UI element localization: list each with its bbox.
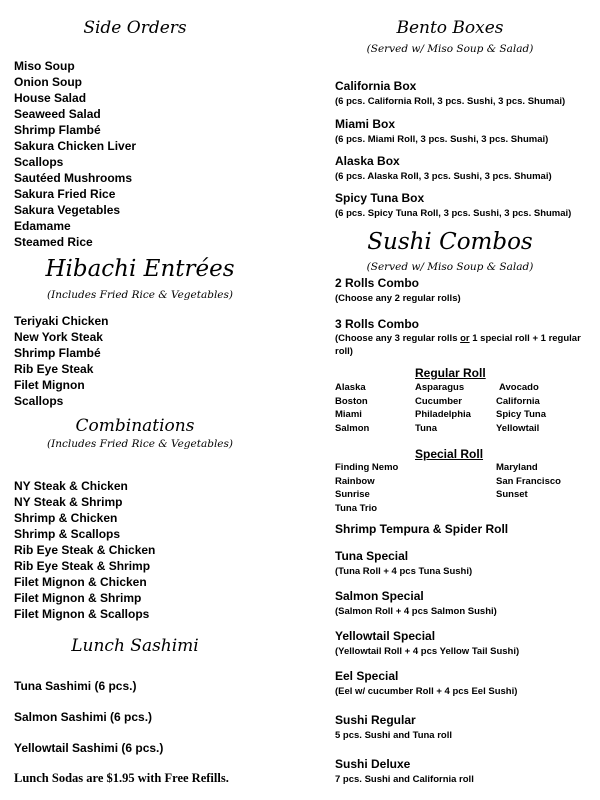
roll-name: Maryland <box>496 462 538 473</box>
menu-item: Scallops <box>14 394 64 408</box>
bento-item-name: Miami Box <box>335 117 396 131</box>
roll-name: Boston <box>335 395 368 407</box>
menu-item: Tuna Sashimi (6 pcs.) <box>14 679 137 693</box>
combo-desc: 5 pcs. Sushi and Tuna roll <box>335 730 453 741</box>
hibachi-subtitle: (Includes Fried Rice & Vegetables) <box>46 289 233 301</box>
combo-name: Shrimp Tempura & Spider Roll <box>335 522 509 536</box>
menu-item: Scallops <box>14 155 64 169</box>
bento-item-desc: (6 pcs. Alaska Roll, 3 pcs. Sushi, 3 pcs. Shumai) <box>335 171 552 182</box>
menu-item: Teriyaki Chicken <box>14 314 109 328</box>
bento-item-desc: (6 pcs. California Roll, 3 pcs. Sushi, 3 pcs. Shumai) <box>335 96 566 107</box>
roll-name: Avocado <box>499 382 539 393</box>
roll-name: Cucumber <box>415 395 462 407</box>
menu-item: Shrimp Flambé <box>14 123 101 137</box>
side-orders-heading: Side Orders <box>83 18 187 38</box>
special-roll-col-2 <box>496 461 561 502</box>
roll-name: Salmon <box>335 422 370 434</box>
menu-item: Filet Mignon & Chicken <box>14 575 147 589</box>
sushi-combos-subtitle: (Served w/ Miso Soup & Salad) <box>366 261 534 273</box>
menu-item: NY Steak & Chicken <box>14 479 128 493</box>
regular-roll-heading: Regular Roll <box>415 366 486 380</box>
menu-item: Edamame <box>14 219 71 233</box>
bento-item-desc: (6 pcs. Spicy Tuna Roll, 3 pcs. Sushi, 3 pcs. Shumai) <box>335 208 572 219</box>
roll-name: Tuna Trio <box>335 502 378 514</box>
menu-item: Steamed Rice <box>14 235 93 249</box>
combinations-heading: Combinations <box>75 416 195 436</box>
bento-heading: Bento Boxes <box>396 18 504 38</box>
hibachi-list <box>14 313 109 409</box>
roll-name: Spicy Tuna <box>496 409 546 420</box>
regular-roll-col-2 <box>415 381 471 435</box>
menu-item: Yellowtail Sashimi (6 pcs.) <box>14 741 164 755</box>
menu-item: Sakura Fried Rice <box>14 187 116 201</box>
combo-desc: (Tuna Roll + 4 pcs Tuna Sushi) <box>335 566 473 577</box>
combo-desc-part: 1 special roll + 1 regular <box>469 333 581 344</box>
special-roll-col-1 <box>335 461 398 515</box>
menu-item: Filet Mignon <box>14 378 85 392</box>
menu-item: Rib Eye Steak & Shrimp <box>14 559 151 573</box>
sushi-combos-heading: Sushi Combos <box>367 229 533 255</box>
menu-item: Rib Eye Steak <box>14 362 94 376</box>
combo-name: Sushi Deluxe <box>335 757 411 771</box>
roll-name: Tuna <box>415 422 437 434</box>
menu-item: Miso Soup <box>14 59 75 73</box>
side-orders-list <box>14 58 136 250</box>
menu-item: Shrimp & Scallops <box>14 527 121 541</box>
bento-subtitle: (Served w/ Miso Soup & Salad) <box>366 43 534 55</box>
roll-name: Alaska <box>335 382 366 393</box>
roll-name: Yellowtail <box>496 422 540 434</box>
combo-desc-line2: roll) <box>335 346 353 357</box>
menu-item: Onion Soup <box>14 75 82 89</box>
bento-item-name: California Box <box>335 79 417 93</box>
hibachi-heading: Hibachi Entrées <box>45 256 235 282</box>
roll-name: Philadelphia <box>415 409 471 420</box>
menu-item: Rib Eye Steak & Chicken <box>14 543 156 557</box>
combinations-list <box>14 478 155 622</box>
combo-desc <box>335 333 581 344</box>
combo-name: 3 Rolls Combo <box>335 317 420 331</box>
bento-item-name: Alaska Box <box>335 154 400 168</box>
combo-name: Sushi Regular <box>335 713 416 727</box>
menu-item: Sakura Chicken Liver <box>14 139 137 153</box>
roll-name: California <box>496 395 540 407</box>
combo-desc: (Eel w/ cucumber Roll + 4 pcs Eel Sushi) <box>335 686 518 697</box>
regular-roll-col-3 <box>496 381 546 435</box>
combo-desc: (Choose any 2 regular rolls) <box>335 293 461 304</box>
menu-item: NY Steak & Shrimp <box>14 495 123 509</box>
roll-name: Miami <box>335 409 362 420</box>
lunch-sashimi-heading: Lunch Sashimi <box>71 636 199 656</box>
combo-name: 2 Rolls Combo <box>335 276 420 290</box>
special-roll-heading: Special Roll <box>415 447 484 461</box>
menu-item: House Salad <box>14 91 87 105</box>
menu-item: Shrimp & Chicken <box>14 511 118 525</box>
menu-item: Filet Mignon & Scallops <box>14 607 150 621</box>
lunch-sodas-note: Lunch Sodas are $1.95 with Free Refills. <box>14 771 229 785</box>
combo-name: Yellowtail Special <box>335 629 436 643</box>
menu-item: Sakura Vegetables <box>14 203 121 217</box>
menu-item: New York Steak <box>14 330 103 344</box>
bento-item-desc: (6 pcs. Miami Roll, 3 pcs. Sushi, 3 pcs. Shumai) <box>335 134 549 145</box>
roll-name: San Francisco <box>496 475 561 487</box>
combo-desc: (Yellowtail Roll + 4 pcs Yellow Tail Sushi) <box>335 646 520 657</box>
combo-desc: (Salmon Roll + 4 pcs Salmon Sushi) <box>335 606 497 617</box>
menu-item: Filet Mignon & Shrimp <box>14 591 142 605</box>
menu-item: Shrimp Flambé <box>14 346 101 360</box>
roll-name: Sunrise <box>335 489 370 500</box>
roll-name: Finding Nemo <box>335 462 399 473</box>
menu-item: Seaweed Salad <box>14 107 101 121</box>
roll-name: Asparagus <box>415 382 465 393</box>
combo-desc-or: or <box>460 333 470 344</box>
bento-item-name: Spicy Tuna Box <box>335 191 425 205</box>
combo-desc: 7 pcs. Sushi and California roll <box>335 774 474 785</box>
combo-desc-part: (Choose any 3 regular rolls <box>335 333 461 344</box>
menu-item: Sautéed Mushrooms <box>14 171 133 185</box>
roll-name: Rainbow <box>335 475 375 487</box>
menu-item: Salmon Sashimi (6 pcs.) <box>14 710 153 724</box>
roll-name: Sunset <box>496 489 528 500</box>
combo-name: Eel Special <box>335 669 399 683</box>
combo-name: Tuna Special <box>335 549 409 563</box>
combinations-subtitle: (Includes Fried Rice & Vegetables) <box>46 438 233 450</box>
combo-name: Salmon Special <box>335 589 424 603</box>
regular-roll-col-1 <box>335 381 369 435</box>
